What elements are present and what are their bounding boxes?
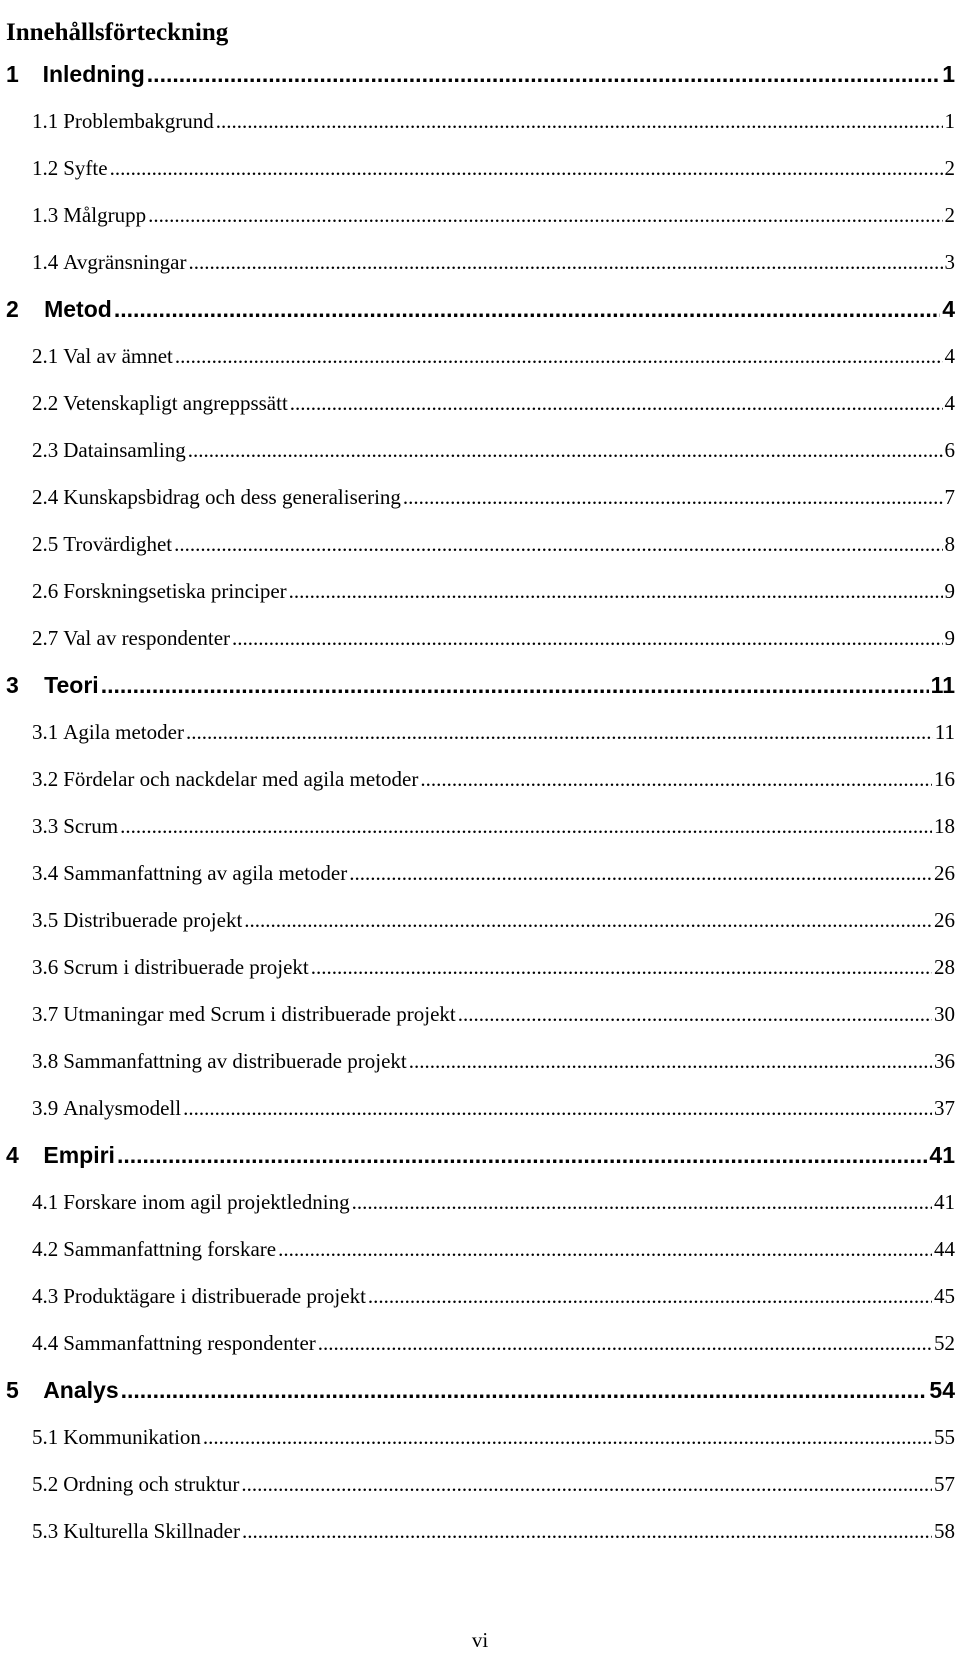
toc-entry-label: Produktägare i distribuerade projekt: [63, 1284, 366, 1308]
toc-entry-number: 2.6: [32, 579, 59, 603]
toc-entry-page: 55: [934, 1425, 955, 1449]
toc-entry-page: 1: [942, 61, 955, 87]
dot-leader: [278, 1233, 932, 1265]
toc-entry-label: Analysmodell: [63, 1096, 182, 1120]
toc-entry-page: 9: [944, 626, 955, 650]
dot-leader: [242, 1515, 932, 1547]
toc-chapter-entry[interactable]: [6, 293, 955, 340]
toc-entry-page: 44: [934, 1237, 955, 1261]
toc-entry-number: 4.1: [32, 1190, 59, 1214]
toc-entry-label: Forskare inom agil projektledning: [63, 1190, 350, 1214]
dot-leader: [244, 904, 932, 936]
toc-entry-label: Sammanfattning forskare: [63, 1237, 277, 1261]
toc-entry-label: Trovärdighet: [63, 532, 173, 556]
toc-entry-label: Kommunikation: [63, 1425, 201, 1449]
toc-entry-page: 58: [934, 1519, 955, 1543]
toc-entry-label: Forskningsetiska principer: [63, 579, 287, 603]
table-of-contents: [6, 58, 955, 1562]
toc-entry-page: 54: [929, 1377, 955, 1403]
toc-entry-label: Teori: [44, 672, 99, 698]
toc-section-entry[interactable]: [6, 951, 955, 998]
dot-leader: [241, 1468, 932, 1500]
toc-entry-number: 1.1: [32, 109, 59, 133]
toc-entry-page: 41: [934, 1190, 955, 1214]
dot-leader: [101, 669, 929, 701]
toc-entry-label: Inledning: [42, 61, 145, 87]
toc-entry-label: Analys: [43, 1377, 119, 1403]
toc-entry-label: Problembakgrund: [63, 109, 214, 133]
toc-entry-label: Metod: [44, 296, 112, 322]
toc-entry-page: 52: [934, 1331, 955, 1355]
toc-entry-label: Sammanfattning av agila metoder: [63, 861, 348, 885]
toc-section-entry[interactable]: [6, 340, 955, 387]
toc-entry-page: 57: [934, 1472, 955, 1496]
toc-entry-page: 8: [944, 532, 955, 556]
toc-entry-number: 1: [6, 61, 19, 87]
dot-leader: [403, 481, 943, 513]
dot-leader: [458, 998, 932, 1030]
page-title: Innehållsförteckning: [6, 18, 229, 46]
dot-leader: [232, 622, 942, 654]
toc-entry-number: 2: [6, 296, 19, 322]
toc-entry-number: 3.4: [32, 861, 59, 885]
toc-entry-page: 6: [944, 438, 955, 462]
toc-entry-number: 2.4: [32, 485, 59, 509]
toc-entry-page: 16: [934, 767, 955, 791]
toc-section-entry[interactable]: [6, 857, 955, 904]
toc-entry-page: 26: [934, 861, 955, 885]
toc-entry-page: 41: [929, 1142, 955, 1168]
toc-entry-number: 3.5: [32, 908, 59, 932]
toc-entry-number: 1.4: [32, 250, 59, 274]
toc-entry-label: Sammanfattning respondenter: [63, 1331, 316, 1355]
toc-entry-number: 5.2: [32, 1472, 59, 1496]
toc-section-entry[interactable]: [6, 810, 955, 857]
toc-section-entry[interactable]: [6, 1515, 955, 1562]
toc-entry-number: 4: [6, 1142, 19, 1168]
toc-entry-number: 2.3: [32, 438, 59, 462]
toc-entry-number: 1.2: [32, 156, 59, 180]
toc-entry-label: Distribuerade projekt: [63, 908, 243, 932]
dot-leader: [147, 58, 940, 90]
toc-section-entry[interactable]: [6, 1186, 955, 1233]
dot-leader: [183, 1092, 932, 1124]
toc-section-entry[interactable]: [6, 716, 955, 763]
dot-leader: [368, 1280, 932, 1312]
toc-section-entry[interactable]: [6, 105, 955, 152]
toc-entry-number: 5.1: [32, 1425, 59, 1449]
toc-section-entry[interactable]: [6, 1280, 955, 1327]
toc-entry-number: 3.3: [32, 814, 59, 838]
dot-leader: [148, 199, 942, 231]
toc-entry-label: Målgrupp: [63, 203, 147, 227]
toc-entry-page: 26: [934, 908, 955, 932]
toc-entry-number: 4.2: [32, 1237, 59, 1261]
toc-entry-label: Avgränsningar: [63, 250, 187, 274]
toc-entry-number: 3.6: [32, 955, 59, 979]
toc-entry-page: 11: [934, 720, 955, 744]
toc-entry-page: 7: [944, 485, 955, 509]
toc-entry-page: 2: [944, 203, 955, 227]
toc-section-entry[interactable]: [6, 1045, 955, 1092]
toc-entry-page: 9: [944, 579, 955, 603]
page-number: vi: [471, 1628, 489, 1652]
toc-entry-number: 5.3: [32, 1519, 59, 1543]
toc-entry-number: 3.9: [32, 1096, 59, 1120]
toc-section-entry[interactable]: [6, 152, 955, 199]
toc-entry-label: Val av respondenter: [63, 626, 231, 650]
toc-section-entry[interactable]: [6, 763, 955, 810]
toc-entry-page: 18: [934, 814, 955, 838]
toc-entry-label: Utmaningar med Scrum i distribuerade projekt: [63, 1002, 456, 1026]
toc-chapter-entry[interactable]: [6, 1374, 955, 1421]
dot-leader: [114, 293, 940, 325]
toc-entry-label: Kulturella Skillnader: [63, 1519, 240, 1543]
dot-leader: [186, 716, 933, 748]
toc-entry-label: Empiri: [43, 1142, 115, 1168]
dot-leader: [110, 152, 943, 184]
toc-entry-label: Sammanfattning av distribuerade projekt: [63, 1049, 407, 1073]
toc-entry-page: 4: [942, 296, 955, 322]
toc-section-entry[interactable]: [6, 904, 955, 951]
toc-entry-page: 36: [934, 1049, 955, 1073]
toc-entry-number: 4.3: [32, 1284, 59, 1308]
toc-section-entry[interactable]: [6, 246, 955, 293]
toc-entry-label: Scrum: [63, 814, 119, 838]
toc-entry-number: 3.1: [32, 720, 59, 744]
toc-entry-page: 3: [944, 250, 955, 274]
dot-leader: [409, 1045, 932, 1077]
toc-section-entry[interactable]: [6, 1468, 955, 1515]
dot-leader: [120, 810, 932, 842]
toc-entry-label: Ordning och struktur: [63, 1472, 240, 1496]
dot-leader: [175, 340, 943, 372]
toc-entry-page: 2: [944, 156, 955, 180]
toc-entry-number: 3: [6, 672, 19, 698]
dot-leader: [420, 763, 932, 795]
dot-leader: [349, 857, 932, 889]
toc-entry-page: 1: [944, 109, 955, 133]
dot-leader: [203, 1421, 932, 1453]
toc-entry-label: Vetenskapligt angreppssätt: [63, 391, 288, 415]
toc-entry-page: 30: [934, 1002, 955, 1026]
toc-entry-page: 4: [944, 344, 955, 368]
toc-section-entry[interactable]: [6, 575, 955, 622]
toc-section-entry[interactable]: [6, 481, 955, 528]
toc-entry-label: Datainsamling: [63, 438, 186, 462]
toc-chapter-entry[interactable]: [6, 58, 955, 105]
dot-leader: [311, 951, 932, 983]
dot-leader: [289, 575, 943, 607]
toc-section-entry[interactable]: [6, 622, 955, 669]
toc-entry-number: 2.2: [32, 391, 59, 415]
toc-section-entry[interactable]: [6, 1233, 955, 1280]
toc-section-entry[interactable]: [6, 1092, 955, 1139]
toc-entry-label: Syfte: [63, 156, 108, 180]
toc-section-entry[interactable]: [6, 199, 955, 246]
toc-entry-number: 4.4: [32, 1331, 59, 1355]
toc-entry-number: 3.8: [32, 1049, 59, 1073]
toc-section-entry[interactable]: [6, 998, 955, 1045]
toc-section-entry[interactable]: [6, 1421, 955, 1468]
toc-entry-number: 2.1: [32, 344, 59, 368]
dot-leader: [318, 1327, 932, 1359]
toc-section-entry[interactable]: [6, 434, 955, 481]
toc-entry-label: Kunskapsbidrag och dess generalisering: [63, 485, 401, 509]
dot-leader: [121, 1374, 928, 1406]
toc-chapter-entry[interactable]: [6, 1139, 955, 1186]
toc-section-entry[interactable]: [6, 528, 955, 575]
toc-entry-page: 11: [930, 672, 955, 698]
toc-section-entry[interactable]: [6, 387, 955, 434]
dot-leader: [117, 1139, 927, 1171]
toc-entry-label: Fördelar och nackdelar med agila metoder: [63, 767, 419, 791]
toc-chapter-entry[interactable]: [6, 669, 955, 716]
dot-leader: [352, 1186, 932, 1218]
toc-entry-number: 5: [6, 1377, 19, 1403]
toc-entry-label: Scrum i distribuerade projekt: [63, 955, 309, 979]
toc-entry-number: 3.2: [32, 767, 59, 791]
toc-entry-page: 37: [934, 1096, 955, 1120]
dot-leader: [188, 434, 943, 466]
toc-entry-label: Agila metoder: [63, 720, 184, 744]
toc-entry-page: 4: [944, 391, 955, 415]
toc-entry-number: 2.7: [32, 626, 59, 650]
dot-leader: [290, 387, 943, 419]
dot-leader: [174, 528, 942, 560]
toc-entry-number: 2.5: [32, 532, 59, 556]
toc-entry-number: 1.3: [32, 203, 59, 227]
toc-entry-number: 3.7: [32, 1002, 59, 1026]
toc-section-entry[interactable]: [6, 1327, 955, 1374]
dot-leader: [216, 105, 943, 137]
dot-leader: [189, 246, 943, 278]
toc-entry-label: Val av ämnet: [63, 344, 173, 368]
toc-entry-page: 28: [934, 955, 955, 979]
toc-entry-page: 45: [934, 1284, 955, 1308]
